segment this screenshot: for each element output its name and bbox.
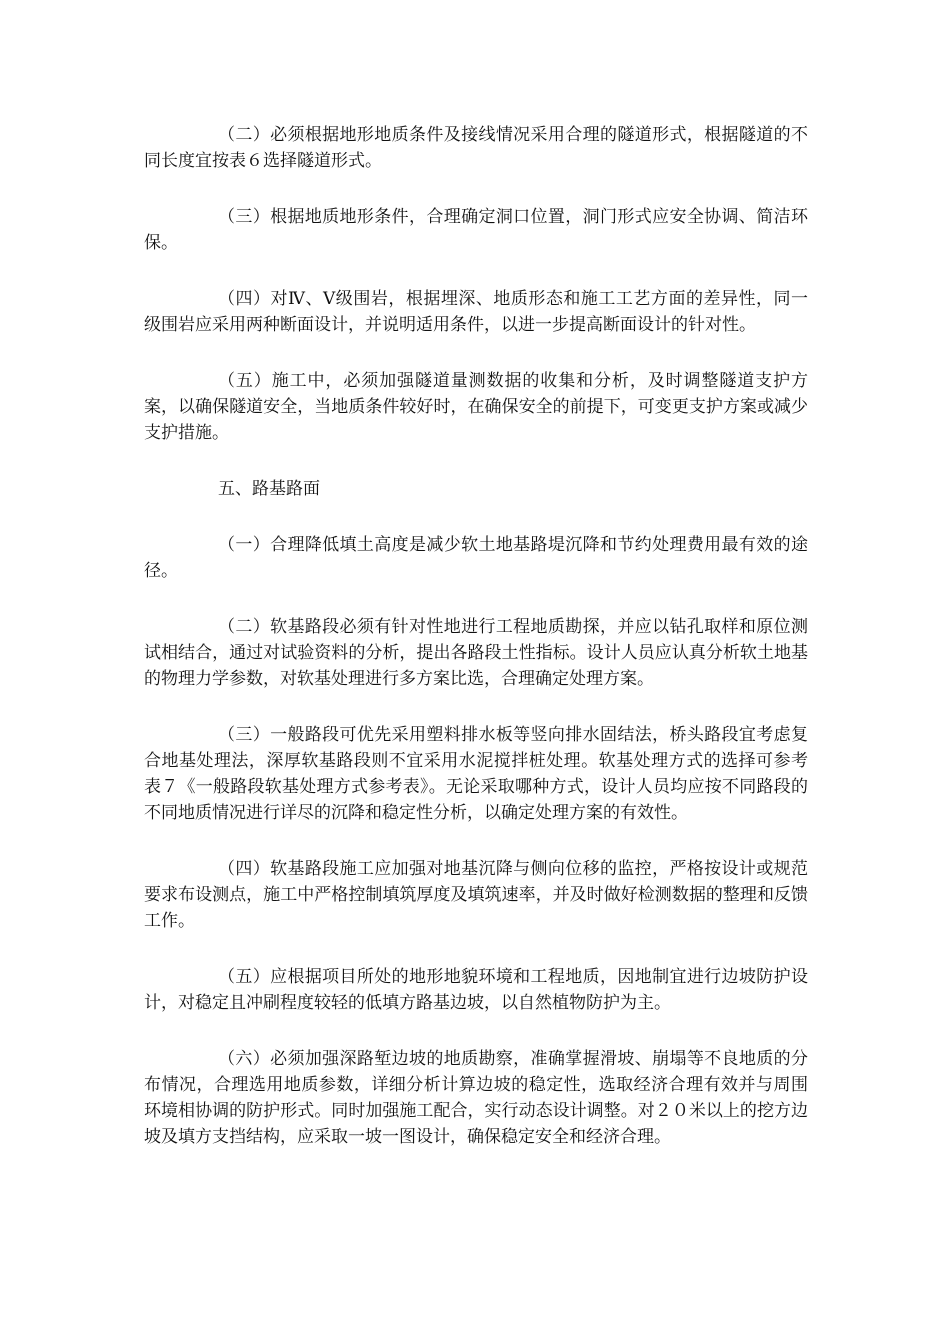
- paragraph-soft-foundation-treatment: （三）一般路段可优先采用塑料排水板等竖向排水固结法，桥头路段宜考虑复合地基处理法，深厚软基路段则不宜采用水泥搅拌桩处理。软基处理方式的选择可参考 表７《一般路段软基处理方式参考表》。无论采取哪种方式，设计人员均应按不同路段的不同地质情况进行详尽的沉降和稳定性分析，以确定处理方案的有效性。: [144, 725, 808, 823]
- paragraph-tunnel-form: （二）必须根据地形地质条件及接线情况采用合理的隧道形式，根据隧道的不同长度宜按表６选择隧道形式。: [144, 125, 808, 171]
- paragraph-construction-monitoring: （五）施工中，必须加强隧道量测数据的收集和分析，及时调整隧道支护方案，以确保隧道安全，当地质条件较好时，在确保安全的前提下，可变更支护方案或减少支护措施。: [144, 371, 808, 443]
- section-heading-subgrade-pavement: 五、路基路面: [218, 479, 320, 499]
- paragraph-deep-cutting-slope: （六）必须加强深路堑边坡的地质勘察，准确掌握滑坡、崩塌等不良地质的分布情况，合理选用地质参数，详细分析计算边坡的稳定性，选取经济合理有效并与周围 环境相协调的防护形式。同时加强施工配合，实行动态设计调整。对２０米以上的挖方边坡及填方支挡结构，应采取一坡一图设计，确保稳定安全和经济合理。: [144, 1049, 808, 1147]
- paragraph-fill-height: （一）合理降低填土高度是减少软土地基路堤沉降和节约处理费用最有效的途径。: [144, 535, 808, 581]
- paragraph-soft-foundation-survey: （二）软基路段必须有针对性地进行工程地质勘探，并应以钻孔取样和原位测试相结合，通过对试验资料的分析，提出各路段土性指标。设计人员应认真分析软土地基的物理力学参数，对软基处理进行多方案比选，合理确定处理方案。: [144, 617, 808, 689]
- paragraph-settlement-monitoring: （四）软基路段施工应加强对地基沉降与侧向位移的监控，严格按设计或规范要求布设测点，施工中严格控制填筑厚度及填筑速率，并及时做好检测数据的整理和反馈工作。: [144, 859, 808, 931]
- paragraph-portal-position: （三）根据地质地形条件，合理确定洞口位置，洞门形式应安全协调、简洁环保。: [144, 207, 808, 253]
- paragraph-slope-protection: （五）应根据项目所处的地形地貌环境和工程地质，因地制宜进行边坡防护设计，对稳定且冲刷程度较轻的低填方路基边坡，以自然植物防护为主。: [144, 967, 808, 1013]
- paragraph-surrounding-rock: （四）对Ⅳ、Ⅴ级围岩，根据埋深、地质形态和施工工艺方面的差异性，同一级围岩应采用两种断面设计，并说明适用条件，以进一步提高断面设计的针对性。: [144, 289, 808, 335]
- document-body: [144, 122, 808, 1180]
